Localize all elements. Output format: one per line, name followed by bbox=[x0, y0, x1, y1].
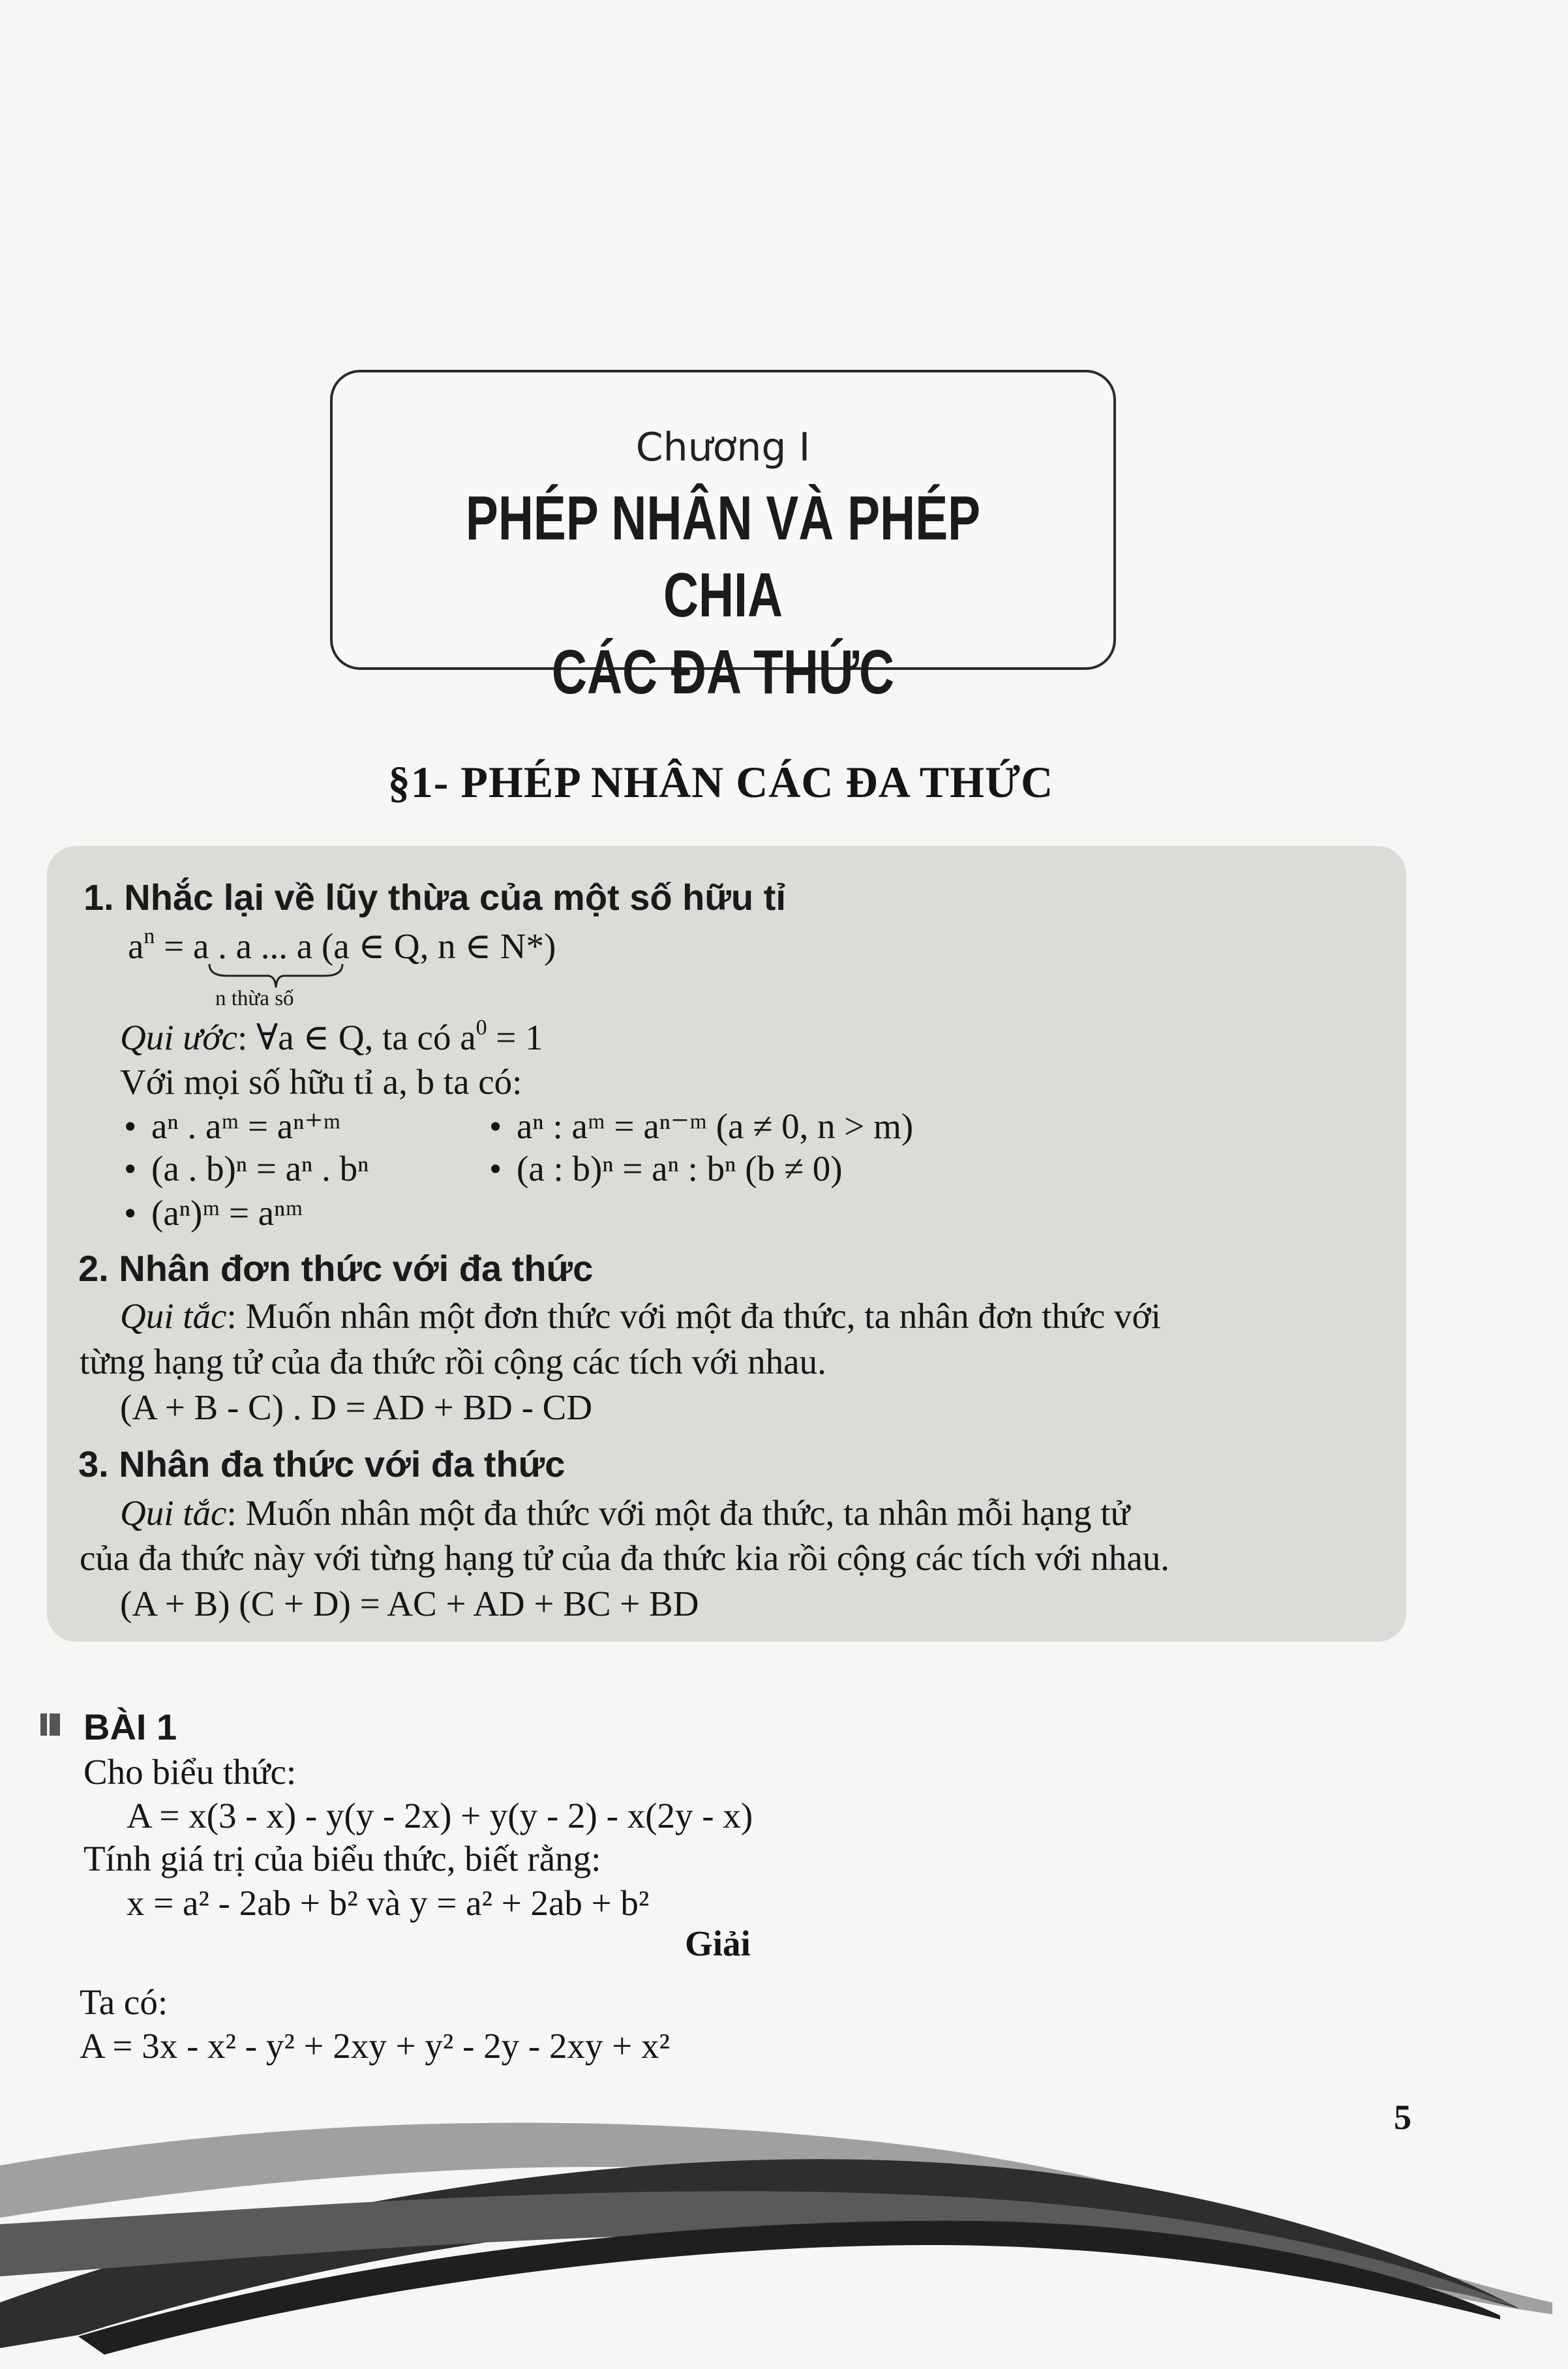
convention-text: : ∀a ∈ Q, ta có a bbox=[237, 1018, 476, 1057]
exercise-title: BÀI 1 bbox=[83, 1706, 177, 1747]
exercise-marker-icon bbox=[40, 1713, 60, 1736]
footer-swoosh-icon bbox=[0, 2107, 1568, 2369]
power-definition bbox=[128, 925, 556, 967]
chapter-label: Chương I bbox=[635, 425, 811, 470]
theory-heading-2: 2. Nhân đơn thức với đa thức bbox=[78, 1248, 594, 1289]
bullet-icon: • bbox=[124, 1193, 137, 1233]
exercise-result: A = 3x - x² - y² + 2xy + y² - 2y - 2xy + x² bbox=[80, 2026, 670, 2066]
bullet-icon: • bbox=[489, 1106, 502, 1146]
convention-exponent: 0 bbox=[475, 1015, 487, 1040]
rule-3-formula: (A + B) (C + D) = AC + AD + BC + BD bbox=[120, 1584, 699, 1623]
chapter-title-box bbox=[330, 370, 1116, 707]
section-title: §1- PHÉP NHÂN CÁC ĐA THỨC bbox=[387, 757, 1054, 807]
convention-end: = 1 bbox=[487, 1018, 543, 1057]
exercise-line-3: Ta có: bbox=[80, 1982, 168, 2022]
rule-3-label: Qui tắc bbox=[120, 1493, 227, 1533]
power-rule-2: • aⁿ : aᵐ = aⁿ⁻ᵐ (a ≠ 0, n > m) bbox=[489, 1106, 914, 1146]
theory-heading-3: 3. Nhân đa thức với đa thức bbox=[78, 1443, 565, 1485]
chapter-title-line-2: CÁC ĐA THỨC bbox=[551, 637, 895, 707]
theory-heading-1: 1. Nhắc lại về lũy thừa của một số hữu tỉ bbox=[83, 877, 786, 918]
bullet-icon: • bbox=[124, 1149, 137, 1188]
bullet-icon: • bbox=[124, 1106, 137, 1146]
page-number: 5 bbox=[1394, 2098, 1411, 2137]
power-rule-4: • (a : b)ⁿ = aⁿ : bⁿ (b ≠ 0) bbox=[489, 1149, 843, 1188]
rule-2-line-2: từng hạng tử của đa thức rồi cộng các tích với nhau. bbox=[80, 1342, 826, 1381]
solution-label: Giải bbox=[685, 1924, 751, 1963]
rule-3-line-2: của đa thức này với từng hạng tử của đa thức kia rồi cộng các tích với nhau. bbox=[80, 1538, 1170, 1578]
power-rule-1: • aⁿ . aᵐ = aⁿ⁺ᵐ bbox=[124, 1106, 341, 1146]
power-definition-condition: (a ∈ Q, n ∈ N*) bbox=[321, 926, 556, 966]
exercise-expression: A = x(3 - x) - y(y - 2x) + y(y - 2) - x(2y - x) bbox=[127, 1796, 753, 1835]
power-rule-5: • (aⁿ)ᵐ = aⁿᵐ bbox=[124, 1193, 303, 1233]
exercise-condition: x = a² - 2ab + b² và y = a² + 2ab + b² bbox=[127, 1883, 650, 1923]
brace-label: n thừa số bbox=[215, 987, 294, 1010]
rule-2-label: Qui tắc bbox=[120, 1296, 227, 1336]
convention-line bbox=[120, 1016, 543, 1058]
exercise-line-2: Tính giá trị của biểu thức, biết rằng: bbox=[83, 1839, 601, 1879]
rule-3-line-1: Qui tắc: Muốn nhân một đa thức với một đa thức, ta nhân mỗi hạng tử bbox=[120, 1493, 1130, 1533]
power-definition-lhs: a bbox=[128, 926, 144, 966]
convention-label: Qui ước bbox=[120, 1018, 238, 1057]
bullet-icon: • bbox=[489, 1149, 502, 1188]
power-rule-3: • (a . b)ⁿ = aⁿ . bⁿ bbox=[124, 1149, 369, 1188]
rules-intro: Với mọi số hữu tỉ a, b ta có: bbox=[120, 1062, 522, 1102]
chapter-title-line-1: PHÉP NHÂN VÀ PHÉP CHIA bbox=[465, 483, 981, 630]
power-definition-lhs-exponent: n bbox=[143, 924, 155, 948]
power-definition-rhs: = a . a ... a bbox=[164, 926, 313, 966]
rule-2-line-1: Qui tắc: Muốn nhân một đơn thức với một đa thức, ta nhân đơn thức với bbox=[120, 1296, 1161, 1336]
rule-2-formula: (A + B - C) . D = AD + BD - CD bbox=[120, 1387, 593, 1427]
exercise-line-1: Cho biểu thức: bbox=[83, 1752, 297, 1792]
chapter-title bbox=[419, 480, 1028, 711]
